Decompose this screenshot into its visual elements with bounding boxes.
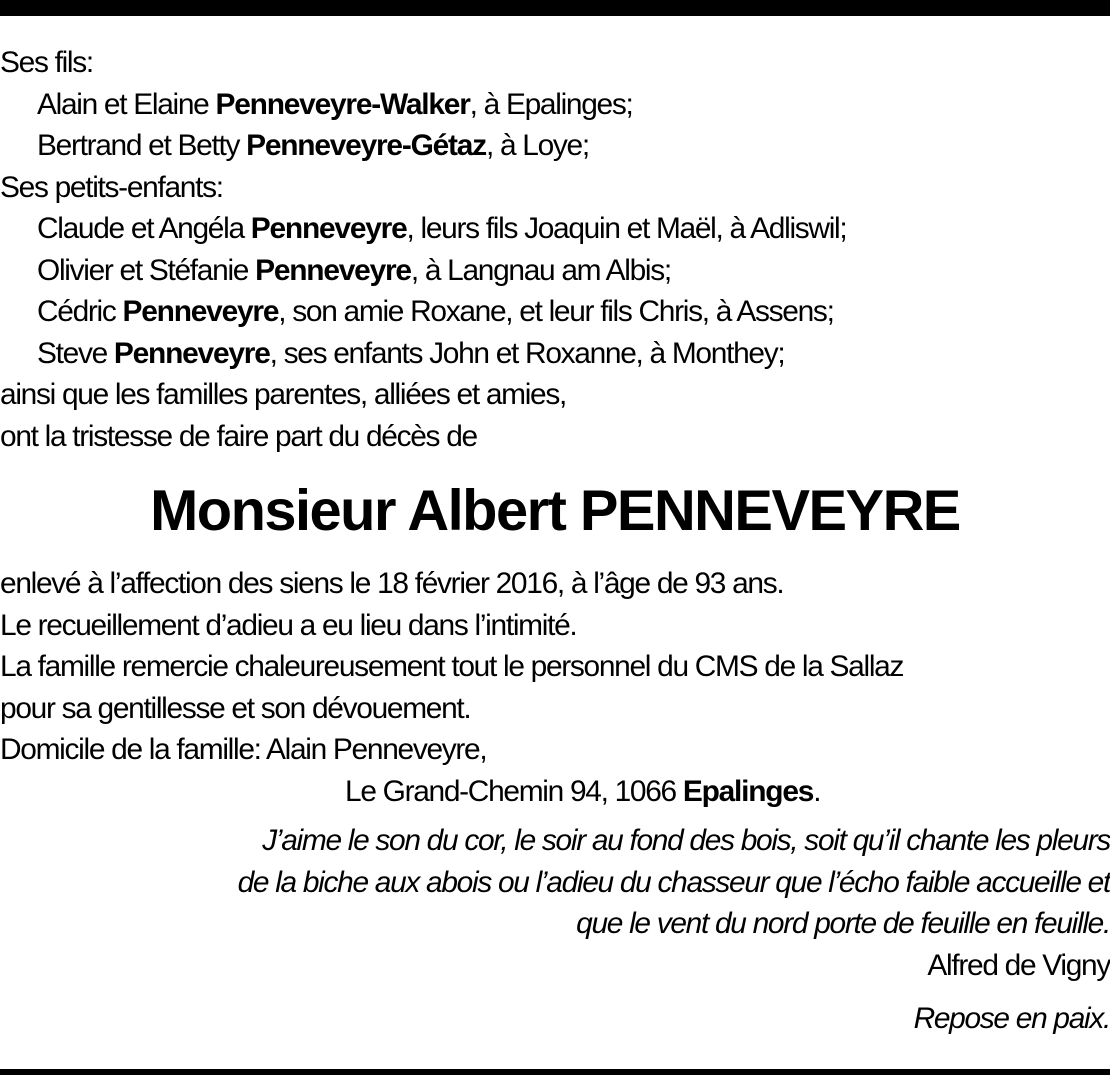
bottom-rule bbox=[0, 1069, 1110, 1075]
families-line: ainsi que les familles parentes, alliées et amies, bbox=[0, 378, 567, 411]
deceased-name: Monsieur Albert PENNEVEYRE bbox=[150, 479, 960, 543]
surname: Penneveyre-Gétaz bbox=[246, 129, 486, 162]
body-line: Domicile de la famille: Alain Penneveyre, bbox=[0, 733, 487, 766]
farewell-line: Repose en paix. bbox=[913, 1002, 1110, 1035]
sons-heading: Ses fils: bbox=[0, 46, 93, 79]
quote-line: J’aime le son du cor, le soir au fond des bois, soit qu’il chante les pleurs bbox=[262, 824, 1110, 857]
announce-line: ont la tristesse de faire part du décès de bbox=[0, 419, 477, 453]
body-line: La famille remercie chaleureusement tout le personnel du CMS de la Sallaz bbox=[0, 650, 904, 683]
surname: Penneveyre bbox=[255, 253, 411, 287]
grandchildren-heading: Ses petits-enfants: bbox=[0, 170, 223, 204]
son-line: Alain et Elaine Penneveyre-Walker, à Epalinges; bbox=[37, 87, 633, 121]
address-town: Epalinges bbox=[682, 774, 814, 808]
grandchild-line: Cédric Penneveyre, son amie Roxane, et leur fils Chris, à Assens; bbox=[37, 295, 834, 328]
quote-line: que le vent du nord porte de feuille en feuille. bbox=[576, 907, 1110, 940]
grandchild-line: Olivier et Stéfanie Penneveyre, à Langnau am Albis; bbox=[37, 253, 671, 287]
body-line: enlevé à l’affection des siens le 18 février 2016, à l’âge de 93 ans. bbox=[0, 567, 784, 600]
quote-line: de la biche aux abois ou l’adieu du chasseur que l’écho faible accueille et bbox=[237, 865, 1110, 899]
quote-author: Alfred de Vigny bbox=[927, 948, 1110, 982]
surname: Penneveyre-Walker bbox=[215, 87, 470, 121]
body-line: Le recueillement d’adieu a eu lieu dans l’intimité. bbox=[0, 608, 577, 642]
surname: Penneveyre bbox=[122, 295, 279, 328]
surname: Penneveyre bbox=[250, 212, 407, 245]
surname: Penneveyre bbox=[113, 336, 270, 370]
obituary-notice bbox=[0, 42, 1110, 1040]
family-address: Le Grand-Chemin 94, 1066 Epalinges. bbox=[345, 774, 821, 808]
grandchild-line: Claude et Angéla Penneveyre, leurs fils Joaquin et Maël, à Adliswil; bbox=[37, 212, 847, 245]
son-line: Bertrand et Betty Penneveyre-Gétaz, à Loye; bbox=[37, 129, 589, 162]
grandchild-line: Steve Penneveyre, ses enfants John et Roxanne, à Monthey; bbox=[37, 336, 785, 370]
body-line: pour sa gentillesse et son dévouement. bbox=[0, 691, 471, 725]
top-rule bbox=[0, 0, 1110, 16]
poem-quote bbox=[0, 820, 1110, 945]
